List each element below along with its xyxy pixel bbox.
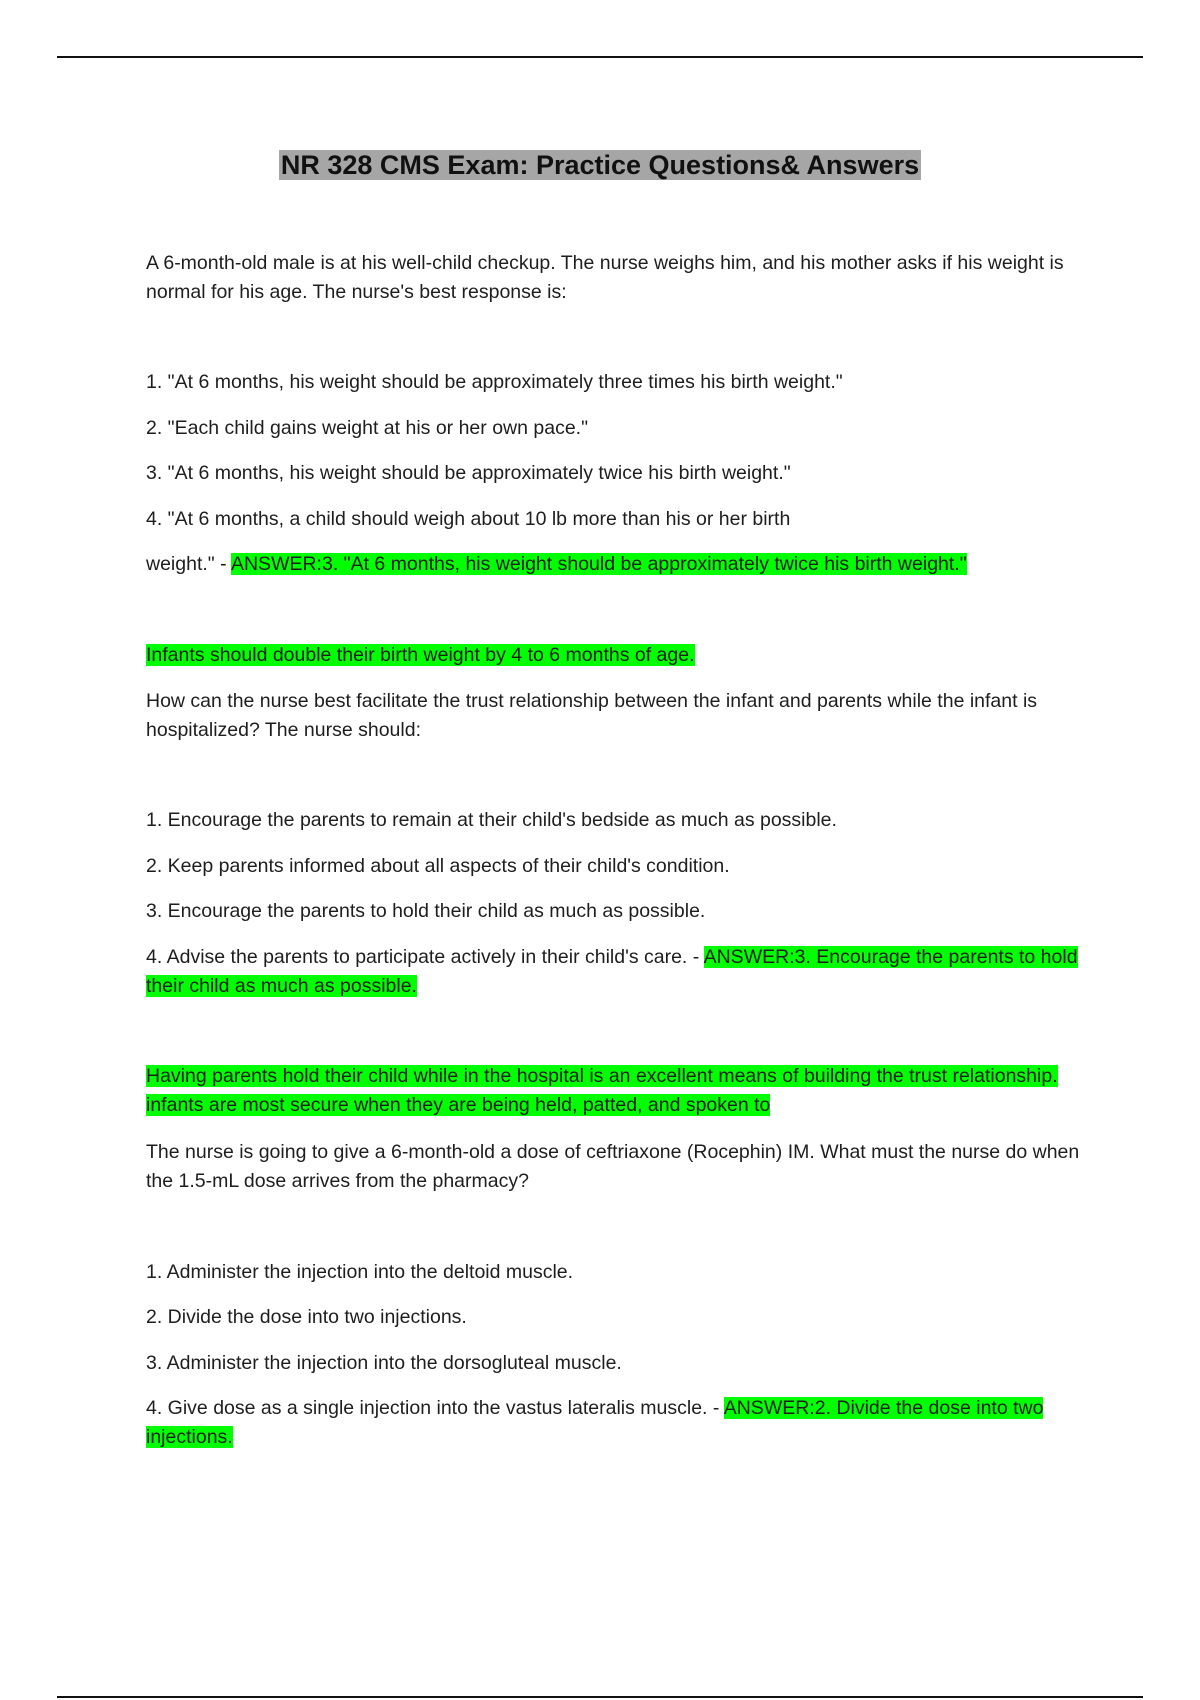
- question-1-rationale-line: [146, 641, 1092, 670]
- question-2-option-4-line: [146, 943, 1092, 1001]
- question-1-answer-line: [146, 550, 1092, 579]
- question-2-option-2: 2. Keep parents informed about all aspects of their child's condition.: [146, 855, 730, 877]
- question-1-option-1: 1. "At 6 months, his weight should be approximately three times his birth weight.": [146, 371, 843, 393]
- question-1-answer: ANSWER:3. "At 6 months, his weight should be approximately twice his birth weight.": [230, 553, 967, 575]
- question-2-answer: ANSWER:3. Encourage the parents to hold their child as much as possible.: [146, 946, 1078, 997]
- question-1-option-4: 4. "At 6 months, a child should weigh about 10 lb more than his or her birth: [146, 508, 791, 530]
- question-2-option-1: 1. Encourage the parents to remain at their child's bedside as much as possible.: [146, 809, 837, 831]
- question-3-option-3: 3. Administer the injection into the dorsogluteal muscle.: [146, 1352, 622, 1374]
- question-1-stem: A 6-month-old male is at his well-child checkup. The nurse weighs him, and his mother asks if his weight is normal for his age. The nurse's best response is:: [146, 252, 1064, 303]
- question-2-option-3: 3. Encourage the parents to hold their child as much as possible.: [146, 900, 706, 922]
- top-rule: [57, 56, 1143, 58]
- question-3-option-1: 1. Administer the injection into the deltoid muscle.: [146, 1261, 574, 1283]
- question-3-option-4: 4. Give dose as a single injection into the vastus lateralis muscle. -: [146, 1397, 724, 1419]
- question-3-stem: The nurse is going to give a 6-month-old a dose of ceftriaxone (Rocephin) IM. What must the nurse do when the 1.5-mL dose arrives from the pharmacy?: [146, 1141, 1080, 1192]
- question-2-stem: How can the nurse best facilitate the trust relationship between the infant and parents while the infant is hospitalized? The nurse should:: [146, 690, 1038, 741]
- question-3-option-2: 2. Divide the dose into two injections.: [146, 1306, 467, 1328]
- question-2-option-4: 4. Advise the parents to participate actively in their child's care. -: [146, 946, 704, 968]
- document-title-text: NR 328 CMS Exam: Practice Questions& Answers: [280, 150, 920, 180]
- question-1-option-4-continuation: weight." -: [146, 553, 231, 575]
- bottom-rule: [57, 1696, 1143, 1698]
- question-2-rationale: Having parents hold their child while in the hospital is an excellent means of building the trust relationship. infants are most secure when they are being held, patted, and spoken to: [146, 1065, 1058, 1116]
- question-3-option-4-line: [146, 1394, 1092, 1452]
- document-title: [0, 145, 1200, 186]
- question-1-option-2: 2. "Each child gains weight at his or her own pace.": [146, 417, 589, 439]
- question-3-answer: ANSWER:2. Divide the dose into two injections.: [146, 1397, 1044, 1448]
- question-1-rationale: Infants should double their birth weight by 4 to 6 months of age.: [146, 644, 695, 666]
- question-1-option-3: 3. "At 6 months, his weight should be approximately twice his birth weight.": [146, 462, 791, 484]
- question-2-rationale-line: [146, 1062, 1092, 1120]
